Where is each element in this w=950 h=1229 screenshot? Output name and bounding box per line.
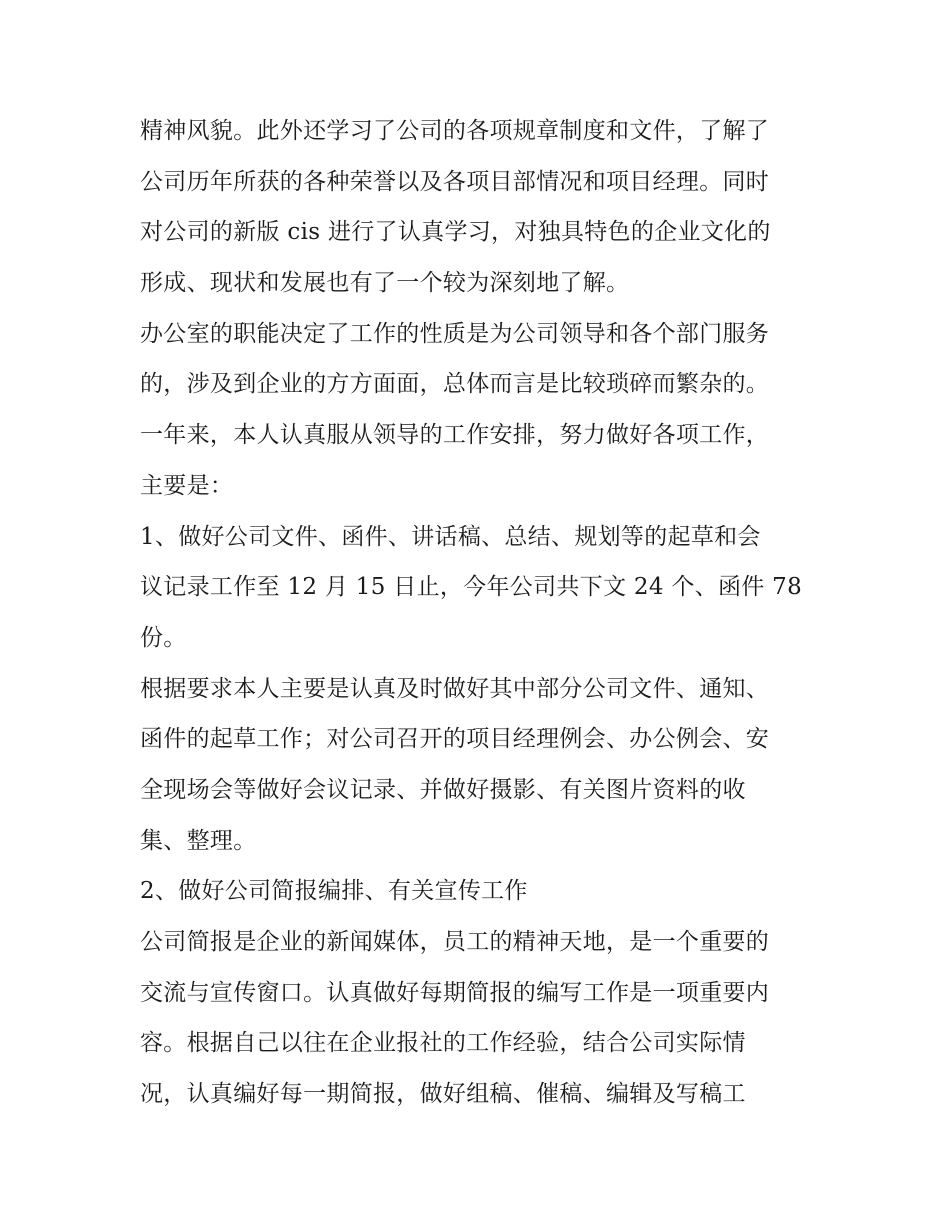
- text-line: 况，认真编好每一期简报，做好组稿、催稿、编辑及写稿工: [140, 1081, 746, 1108]
- text-line: 1、做好公司文件、函件、讲话稿、总结、规划等的起草和会: [140, 523, 761, 550]
- text-line: 全现场会等做好会议记录、并做好摄影、有关图片资料的收: [140, 776, 746, 803]
- text-line: 主要是：: [140, 472, 234, 499]
- text-line: 容。根据自己以往在企业报社的工作经验，结合公司实际情: [140, 1030, 746, 1057]
- text-line: 公司简报是企业的新闻媒体，员工的精神天地，是一个重要的: [140, 929, 770, 955]
- text-line: 对公司的新版 cis 进行了认真学习，对独具特色的企业文化的: [140, 219, 771, 246]
- text-line: 份。: [140, 624, 187, 651]
- text-line: 的，涉及到企业的方方面面，总体而言是比较琐碎而繁杂的。: [140, 371, 770, 398]
- text-line: 函件的起草工作；对公司召开的项目经理例会、办公例会、安: [140, 726, 770, 753]
- text-line: 根据要求本人主要是认真及时做好其中部分公司文件、通知、: [140, 675, 770, 702]
- text-line: 办公室的职能决定了工作的性质是为公司领导和各个部门服务: [140, 320, 770, 347]
- text-line: 一年来，本人认真服从领导的工作安排，努力做好各项工作，: [140, 422, 770, 449]
- text-line: 2、做好公司简报编排、有关宣传工作: [140, 878, 528, 905]
- document-body: [140, 106, 820, 1120]
- text-line: 精神风貌。此外还学习了公司的各项规章制度和文件，了解了: [140, 118, 770, 144]
- text-line: 交流与宣传窗口。认真做好每期简报的编写工作是一项重要内: [140, 979, 770, 1006]
- text-line: 公司历年所获的各种荣誉以及各项目部情况和项目经理。同时: [140, 168, 770, 195]
- text-line: 集、整理。: [140, 827, 257, 854]
- text-line: 议记录工作至 12 月 15 日止，今年公司共下文 24 个、函件 78: [140, 574, 803, 601]
- text-line: 形成、现状和发展也有了一个较为深刻地了解。: [140, 270, 630, 297]
